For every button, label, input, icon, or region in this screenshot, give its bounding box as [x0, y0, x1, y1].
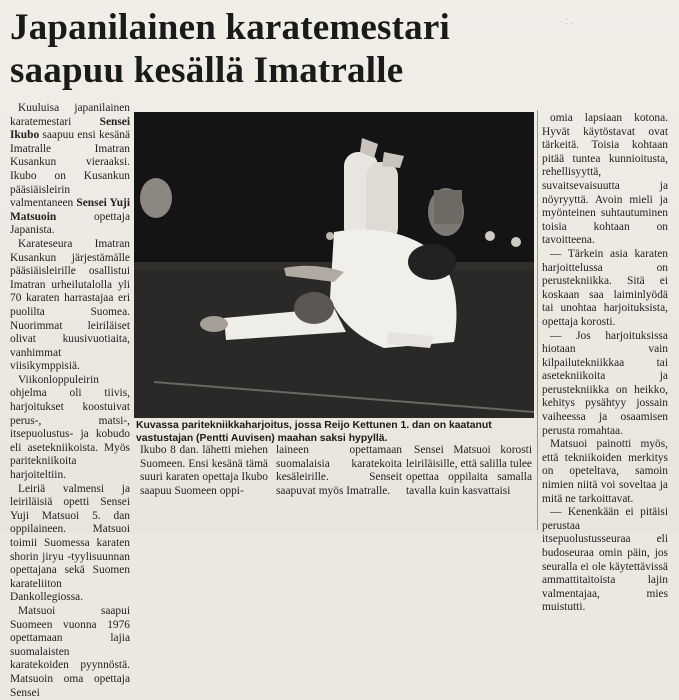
paragraph: laineen opettamaan suomalaisia karatekoita kesäleirille. Senseit saapuvat myös Imatralle. [276, 444, 402, 497]
karate-photo [134, 112, 534, 418]
bottom-column-3 [276, 444, 402, 498]
article-headline [10, 6, 530, 92]
karate-photo-illustration [134, 112, 534, 418]
print-speck: · : . [560, 16, 573, 26]
paragraph: Leiriä valmensi ja leiriläisiä opetti Sensei Yuji Matsuoi 5. dan oppilaineen. Matsuoi toimii Suomessa karaten shorin jiryu -tyylisuunnan opettajana sekä Suomen karateliiton Dankollegiossa. [10, 482, 130, 604]
paragraph: omia lapsiaan kotona. Hyvät käytöstavat ovat tärkeitä. Toisia kohtaan pitää tuntea kunnioitusta, rehellisyyttä, suvaitsevaisuutta ja nöyryyttä. Avoin mieli ja myönteinen suhtautuminen toisia kohtaan on tavoitteena. [542, 112, 668, 247]
paragraph: Sensei Matsuoi korosti leiriläisille, että salilla tulee opettaa oppilaita samalla tavalla kuin kasvattaisi [406, 444, 532, 497]
headline-line-1: Japanilainen karatemestari [10, 7, 450, 48]
article-column-1 [10, 102, 130, 700]
paragraph: Matsuoi saapui Suomeen vuonna 1976 opettamaan lajia suomalaisten karatekoiden pyynnöstä. Matsuoin oma opettaja Sensei [10, 604, 130, 699]
headline-line-2: saapuu kesällä Imatralle [10, 50, 404, 91]
paragraph: Matsuoi painotti myös, että tekniikoiden merkitys on opeteltava, samoin nimien niitä voi soveltaa ja mitä ne tarkoittavat. [542, 438, 668, 505]
bottom-column-4 [406, 444, 532, 498]
paragraph: Viikonloppuleirin ohjelma oli tiivis, harjoitukset koostuivat perus-, matsi-, itsepuolustus- ja kobudo eli asetekniikoista. Myös paritekniikoita harjoiteltiin. [10, 373, 130, 482]
column-divider [537, 110, 538, 530]
photo-caption: Kuvassa paritekniikkaharjoitus, jossa Reijo Kettunen 1. dan on kaatanut vastustajan (Pentti Auvisen) maahan saksi hypyllä. [136, 420, 492, 444]
article-column-4 [542, 112, 668, 615]
paragraph: — Tärkein asia karaten harjoittelussa on perustekniikka. Sitä ei koskaan saa laiminlyödä tai unohtaa harjoituksista, opettaja korosti. [542, 247, 668, 328]
paragraph-intro: Kuuluisa japanilainen karatemestari Sensei Ikubo saapuu ensi kesänä Imatralle Imatran Kusankun vieraaksi. Ikubo on Kusankun pääsiäisleirin valmentaneen Sensei Yuji Matsuoin opettaja Japanista. [10, 102, 130, 237]
paragraph: — Kenenkään ei pitäisi perustaa itsepuolustusseuraa eli budoseuraa omin päin, jos seuralla ei ole käytettävissä ammattitaitoista lajin valmentajaa, mies muistutti. [542, 506, 668, 614]
paragraph: Ikubo 8 dan. lähetti miehen Suomeen. Ensi kesänä tämä suuri karaten opettaja Ikubo saapuu Suomeen oppi- [140, 444, 268, 497]
paragraph: Karateseura Imatran Kusankun järjestämälle pääsiäisleirille osallistui Imatran urheilutalolla yli 70 karaten harrastajaa eri puolilta Suomea. Nuorimmat leiriläiset olivat kuusivuotiaita, vanhimmat viisikymppisiä. [10, 237, 130, 373]
bottom-column-2 [140, 444, 268, 498]
paragraph: — Jos harjoituksissa hiotaan vain kilpailutekniikkaa tai asetekniikoita ja perustekniikka on heikko, kehitys pysähtyy jossain vaiheessa ja osaamisen perusta romahtaa. [542, 329, 668, 437]
